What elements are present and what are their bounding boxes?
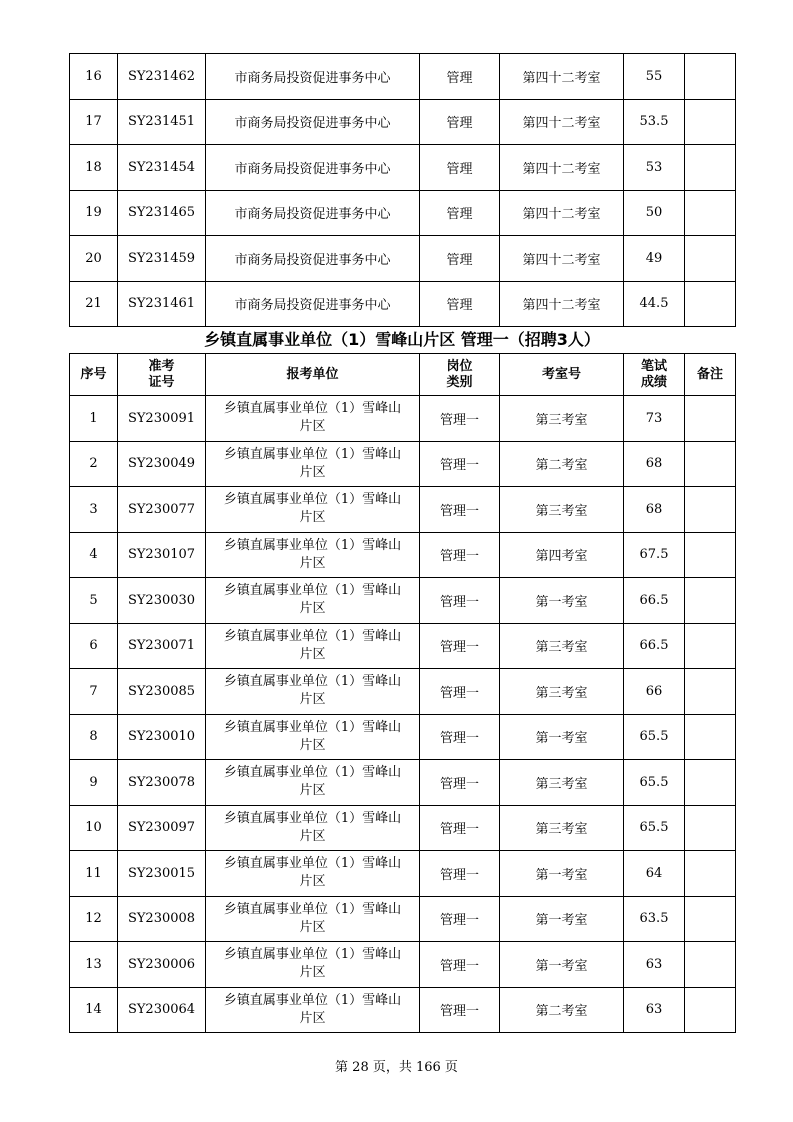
unit-line-2: 片区 xyxy=(299,601,326,617)
table-row xyxy=(70,396,736,442)
unit-line-1: 乡镇直属事业单位（1）雪峰山 xyxy=(223,583,402,599)
seq-cell: 21 xyxy=(70,281,118,327)
note-cell xyxy=(685,851,736,897)
exam-id-cell: SY230064 xyxy=(118,987,206,1033)
unit-cell: 市商务局投资促进事务中心 xyxy=(206,236,420,282)
post-cell: 管理一 xyxy=(420,396,500,442)
score-cell: 63 xyxy=(624,987,685,1033)
room-cell: 第三考室 xyxy=(500,396,624,442)
unit-line-2: 片区 xyxy=(299,828,326,844)
seq-cell: 10 xyxy=(70,805,118,851)
table-row xyxy=(70,99,736,145)
unit-cell xyxy=(206,441,420,487)
unit-line-2: 片区 xyxy=(299,419,326,435)
seq-cell: 13 xyxy=(70,942,118,988)
unit-cell xyxy=(206,714,420,760)
exam-id-cell: SY230030 xyxy=(118,578,206,624)
score-cell: 67.5 xyxy=(624,532,685,578)
note-cell xyxy=(685,281,736,327)
exam-id-cell: SY231461 xyxy=(118,281,206,327)
unit-cell xyxy=(206,942,420,988)
unit-line-1: 乡镇直属事业单位（1）雪峰山 xyxy=(223,719,402,735)
unit-line-2: 片区 xyxy=(299,965,326,981)
post-cell: 管理一 xyxy=(420,441,500,487)
unit-line-1: 乡镇直属事业单位（1）雪峰山 xyxy=(223,810,402,826)
exam-id-cell: SY230071 xyxy=(118,623,206,669)
unit-line-2: 片区 xyxy=(299,555,326,571)
post-cell: 管理一 xyxy=(420,896,500,942)
exam-id-cell: SY230008 xyxy=(118,896,206,942)
note-cell xyxy=(685,396,736,442)
header-id: 准考 证号 xyxy=(118,354,206,396)
note-cell xyxy=(685,54,736,100)
note-cell xyxy=(685,99,736,145)
exam-id-cell: SY230077 xyxy=(118,487,206,533)
unit-cell xyxy=(206,760,420,806)
note-cell xyxy=(685,987,736,1033)
post-cell: 管理 xyxy=(420,236,500,282)
post-cell: 管理 xyxy=(420,145,500,191)
score-cell: 73 xyxy=(624,396,685,442)
header-post: 岗位 类别 xyxy=(420,354,500,396)
header-note: 备注 xyxy=(685,354,736,396)
exam-id-cell: SY230085 xyxy=(118,669,206,715)
table-row xyxy=(70,805,736,851)
unit-line-2: 片区 xyxy=(299,919,326,935)
room-cell: 第三考室 xyxy=(500,623,624,669)
note-cell xyxy=(685,487,736,533)
room-cell: 第四十二考室 xyxy=(500,54,624,100)
seq-cell: 16 xyxy=(70,54,118,100)
unit-cell xyxy=(206,896,420,942)
results-table xyxy=(69,353,736,1033)
note-cell xyxy=(685,190,736,236)
unit-line-2: 片区 xyxy=(299,464,326,480)
seq-cell: 11 xyxy=(70,851,118,897)
header-room: 考室号 xyxy=(500,354,624,396)
unit-cell xyxy=(206,987,420,1033)
exam-id-cell: SY231451 xyxy=(118,99,206,145)
unit-line-1: 乡镇直属事业单位（1）雪峰山 xyxy=(223,674,402,690)
post-cell: 管理一 xyxy=(420,578,500,624)
unit-cell xyxy=(206,805,420,851)
exam-id-cell: SY230091 xyxy=(118,396,206,442)
seq-cell: 6 xyxy=(70,623,118,669)
seq-cell: 2 xyxy=(70,441,118,487)
score-cell: 65.5 xyxy=(624,805,685,851)
post-cell: 管理一 xyxy=(420,532,500,578)
unit-line-2: 片区 xyxy=(299,692,326,708)
seq-cell: 8 xyxy=(70,714,118,760)
unit-line-2: 片区 xyxy=(299,1010,326,1026)
section-title: 乡镇直属事业单位（1）雪峰山片区 管理一（招聘3人） xyxy=(204,330,600,349)
room-cell: 第二考室 xyxy=(500,441,624,487)
unit-cell xyxy=(206,851,420,897)
table-row xyxy=(70,145,736,191)
room-cell: 第四十二考室 xyxy=(500,281,624,327)
score-cell: 55 xyxy=(624,54,685,100)
score-cell: 49 xyxy=(624,236,685,282)
room-cell: 第一考室 xyxy=(500,896,624,942)
score-cell: 44.5 xyxy=(624,281,685,327)
unit-cell xyxy=(206,578,420,624)
unit-cell xyxy=(206,623,420,669)
unit-cell: 市商务局投资促进事务中心 xyxy=(206,99,420,145)
exam-id-cell: SY231459 xyxy=(118,236,206,282)
post-cell: 管理一 xyxy=(420,760,500,806)
post-cell: 管理一 xyxy=(420,942,500,988)
exam-id-cell: SY230107 xyxy=(118,532,206,578)
table-row xyxy=(70,532,736,578)
note-cell xyxy=(685,236,736,282)
unit-cell: 市商务局投资促进事务中心 xyxy=(206,145,420,191)
room-cell: 第一考室 xyxy=(500,851,624,897)
note-cell xyxy=(685,441,736,487)
exam-id-cell: SY230010 xyxy=(118,714,206,760)
table-header-row xyxy=(70,354,736,396)
header-unit: 报考单位 xyxy=(206,354,420,396)
post-cell: 管理 xyxy=(420,54,500,100)
unit-cell: 市商务局投资促进事务中心 xyxy=(206,190,420,236)
room-cell: 第一考室 xyxy=(500,714,624,760)
post-cell: 管理 xyxy=(420,99,500,145)
seq-cell: 18 xyxy=(70,145,118,191)
table-row xyxy=(70,669,736,715)
unit-line-1: 乡镇直属事业单位（1）雪峰山 xyxy=(223,901,402,917)
post-cell: 管理一 xyxy=(420,805,500,851)
unit-line-1: 乡镇直属事业单位（1）雪峰山 xyxy=(223,628,402,644)
exam-id-cell: SY230078 xyxy=(118,760,206,806)
note-cell xyxy=(685,896,736,942)
unit-line-1: 乡镇直属事业单位（1）雪峰山 xyxy=(223,537,402,553)
unit-cell xyxy=(206,532,420,578)
table-row xyxy=(70,942,736,988)
note-cell xyxy=(685,669,736,715)
unit-cell: 市商务局投资促进事务中心 xyxy=(206,54,420,100)
seq-cell: 17 xyxy=(70,99,118,145)
table-row xyxy=(70,236,736,282)
seq-cell: 19 xyxy=(70,190,118,236)
unit-line-2: 片区 xyxy=(299,510,326,526)
table-row xyxy=(70,578,736,624)
score-cell: 66.5 xyxy=(624,623,685,669)
seq-cell: 4 xyxy=(70,532,118,578)
post-cell: 管理一 xyxy=(420,623,500,669)
table-row xyxy=(70,623,736,669)
page-footer: 第 28 页，共 166 页 xyxy=(335,1060,458,1075)
table-row xyxy=(70,760,736,806)
room-cell: 第四十二考室 xyxy=(500,99,624,145)
score-cell: 64 xyxy=(624,851,685,897)
continued-table xyxy=(69,53,736,327)
unit-line-1: 乡镇直属事业单位（1）雪峰山 xyxy=(223,401,402,417)
room-cell: 第三考室 xyxy=(500,487,624,533)
seq-cell: 3 xyxy=(70,487,118,533)
table-row xyxy=(70,896,736,942)
unit-line-1: 乡镇直属事业单位（1）雪峰山 xyxy=(223,856,402,872)
room-cell: 第四十二考室 xyxy=(500,236,624,282)
score-cell: 63.5 xyxy=(624,896,685,942)
room-cell: 第四十二考室 xyxy=(500,145,624,191)
unit-line-1: 乡镇直属事业单位（1）雪峰山 xyxy=(223,765,402,781)
room-cell: 第四考室 xyxy=(500,532,624,578)
unit-line-2: 片区 xyxy=(299,737,326,753)
unit-cell xyxy=(206,669,420,715)
table-row xyxy=(70,54,736,100)
room-cell: 第三考室 xyxy=(500,760,624,806)
unit-cell xyxy=(206,396,420,442)
seq-cell: 12 xyxy=(70,896,118,942)
unit-line-2: 片区 xyxy=(299,874,326,890)
note-cell xyxy=(685,714,736,760)
table-row xyxy=(70,714,736,760)
unit-line-1: 乡镇直属事业单位（1）雪峰山 xyxy=(223,492,402,508)
post-cell: 管理 xyxy=(420,190,500,236)
room-cell: 第三考室 xyxy=(500,669,624,715)
score-cell: 53.5 xyxy=(624,99,685,145)
header-seq: 序号 xyxy=(70,354,118,396)
room-cell: 第四十二考室 xyxy=(500,190,624,236)
exam-id-cell: SY231462 xyxy=(118,54,206,100)
seq-cell: 1 xyxy=(70,396,118,442)
table-row xyxy=(70,851,736,897)
post-cell: 管理一 xyxy=(420,669,500,715)
note-cell xyxy=(685,578,736,624)
note-cell xyxy=(685,942,736,988)
table-row xyxy=(70,190,736,236)
score-cell: 65.5 xyxy=(624,714,685,760)
table-row xyxy=(70,281,736,327)
seq-cell: 9 xyxy=(70,760,118,806)
score-cell: 50 xyxy=(624,190,685,236)
unit-line-1: 乡镇直属事业单位（1）雪峰山 xyxy=(223,446,402,462)
room-cell: 第三考室 xyxy=(500,805,624,851)
score-cell: 68 xyxy=(624,487,685,533)
unit-line-1: 乡镇直属事业单位（1）雪峰山 xyxy=(223,947,402,963)
unit-cell xyxy=(206,487,420,533)
note-cell xyxy=(685,760,736,806)
seq-cell: 7 xyxy=(70,669,118,715)
score-cell: 68 xyxy=(624,441,685,487)
exam-id-cell: SY231465 xyxy=(118,190,206,236)
score-cell: 53 xyxy=(624,145,685,191)
seq-cell: 14 xyxy=(70,987,118,1033)
header-score: 笔试 成绩 xyxy=(624,354,685,396)
table-row xyxy=(70,487,736,533)
room-cell: 第二考室 xyxy=(500,987,624,1033)
exam-id-cell: SY230015 xyxy=(118,851,206,897)
score-cell: 63 xyxy=(624,942,685,988)
post-cell: 管理一 xyxy=(420,487,500,533)
post-cell: 管理 xyxy=(420,281,500,327)
seq-cell: 5 xyxy=(70,578,118,624)
table-row xyxy=(70,441,736,487)
score-cell: 66 xyxy=(624,669,685,715)
note-cell xyxy=(685,145,736,191)
seq-cell: 20 xyxy=(70,236,118,282)
post-cell: 管理一 xyxy=(420,851,500,897)
exam-id-cell: SY230006 xyxy=(118,942,206,988)
note-cell xyxy=(685,805,736,851)
score-cell: 66.5 xyxy=(624,578,685,624)
score-cell: 65.5 xyxy=(624,760,685,806)
room-cell: 第一考室 xyxy=(500,942,624,988)
post-cell: 管理一 xyxy=(420,987,500,1033)
unit-line-1: 乡镇直属事业单位（1）雪峰山 xyxy=(223,992,402,1008)
table-row xyxy=(70,987,736,1033)
unit-cell: 市商务局投资促进事务中心 xyxy=(206,281,420,327)
note-cell xyxy=(685,623,736,669)
post-cell: 管理一 xyxy=(420,714,500,760)
unit-line-2: 片区 xyxy=(299,646,326,662)
exam-id-cell: SY231454 xyxy=(118,145,206,191)
exam-id-cell: SY230049 xyxy=(118,441,206,487)
note-cell xyxy=(685,532,736,578)
exam-id-cell: SY230097 xyxy=(118,805,206,851)
room-cell: 第一考室 xyxy=(500,578,624,624)
unit-line-2: 片区 xyxy=(299,783,326,799)
